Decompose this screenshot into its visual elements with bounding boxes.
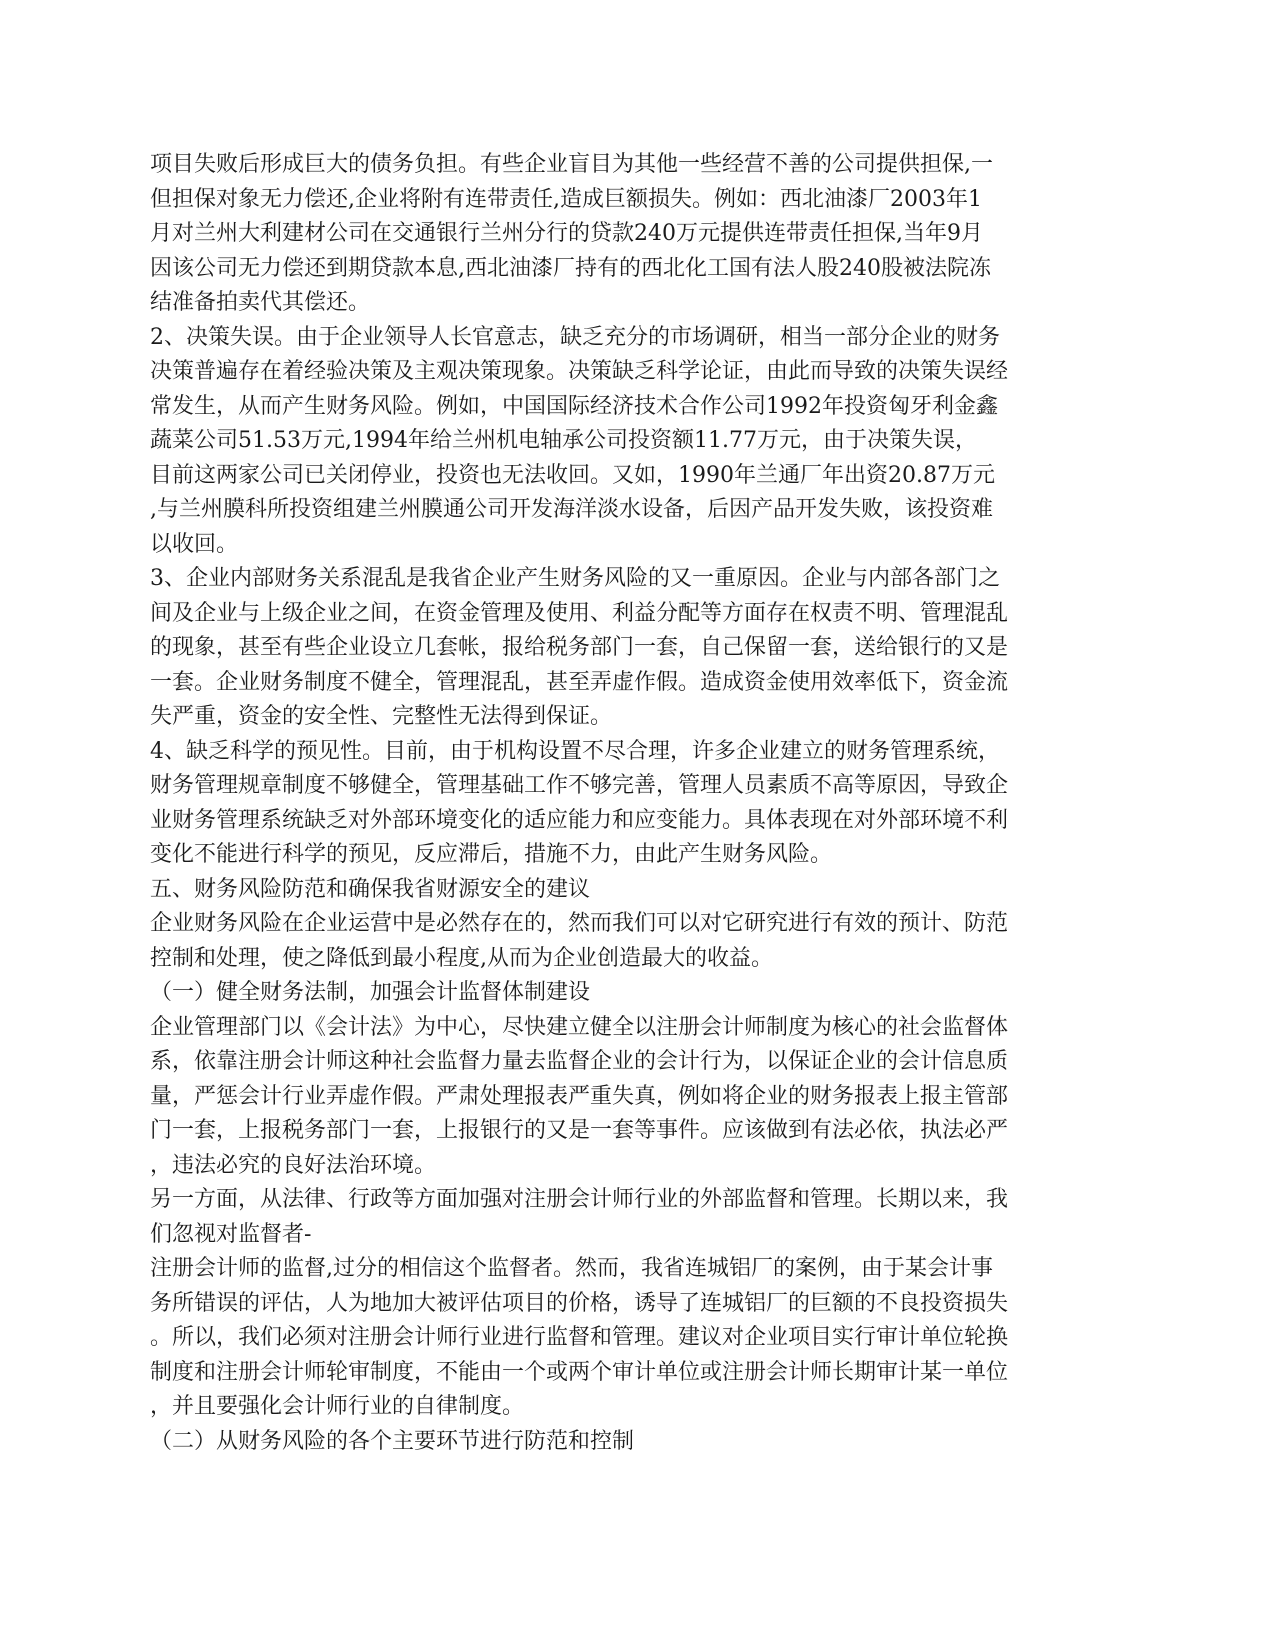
text-line: 务所错误的评估，人为地加大被评估项目的价格，诱导了连城铝厂的巨额的不良投资损失 [150, 1290, 1009, 1316]
text-line: 一套。企业财务制度不健全，管理混乱，甚至弄虚作假。造成资金使用效率低下，资金流 [150, 669, 1009, 695]
text-line: 蔬菜公司51.53万元,1994年给兰州机电轴承公司投资额11.77万元，由于决策失误， [150, 428, 977, 453]
text-line: 月对兰州大利建材公司在交通银行兰州分行的贷款240万元提供连带责任担保,当年9月 [150, 221, 983, 246]
text-line: 决策普遍存在着经验决策及主观决策现象。决策缺乏科学论证，由此而导致的决策失误经 [150, 359, 1009, 384]
text-line: 注册会计师的监督,过分的相信这个监督者。然而，我省连城铝厂的案例，由于某会计事 [150, 1256, 993, 1281]
text-line: 但担保对象无力偿还,企业将附有连带责任,造成巨额损失。例如：西北油漆厂2003年1 [150, 186, 982, 212]
text-line: 控制和处理，使之降低到最小程度,从而为企业创造最大的收益。 [150, 945, 773, 971]
text-line: 项目失败后形成巨大的债务负担。有些企业盲目为其他一些经营不善的公司提供担保,一 [150, 152, 993, 177]
text-line: 常发生，从而产生财务风险。例如，中国国际经济技术合作公司1992年投资匈牙利金鑫 [150, 393, 998, 419]
text-line: 另一方面，从法律、行政等方面加强对注册会计师行业的外部监督和管理。长期以来，我 [150, 1187, 1009, 1212]
text-line: ,与兰州膜科所投资组建兰州膜通公司开发海洋淡水设备，后因产品开发失败，该投资难 [150, 497, 993, 522]
text-line: 企业财务风险在企业运营中是必然存在的，然而我们可以对它研究进行有效的预计、防范 [150, 911, 1009, 936]
text-line: 财务管理规章制度不够健全，管理基础工作不够完善，管理人员素质不高等原因，导致企 [150, 773, 1009, 798]
text-line: 制度和注册会计师轮审制度，不能由一个或两个审计单位或注册会计师长期审计某一单位 [150, 1359, 1009, 1385]
text-line: 以收回。 [150, 531, 239, 557]
text-line: 门一套，上报税务部门一套，上报银行的又是一套等事件。应该做到有法必依，执法必严 [150, 1118, 1009, 1143]
text-line: 4、缺乏科学的预见性。目前，由于机构设置不尽合理，许多企业建立的财务管理系统， [150, 738, 1000, 764]
text-line: 变化不能进行科学的预见，反应滞后，措施不力，由此产生财务风险。 [150, 842, 833, 867]
text-line: ，并且要强化会计师行业的自律制度。 [150, 1394, 525, 1419]
section-heading: 五、财务风险防范和确保我省财源安全的建议 [150, 876, 591, 902]
text-line: 系，依靠注册会计师这种社会监督力量去监督企业的会计行为，以保证企业的会计信息质 [150, 1049, 1009, 1074]
text-line: 。所以，我们必须对注册会计师行业进行监督和管理。建议对企业项目实行审计单位轮换 [150, 1325, 1009, 1350]
subsection-heading: （一）健全财务法制，加强会计监督体制建设 [150, 980, 591, 1005]
text-line: 企业管理部门以《会计法》为中心，尽快建立健全以注册会计师制度为核心的社会监督体 [150, 1014, 1009, 1040]
text-line: 2、决策失误。由于企业领导人长官意志，缺乏充分的市场调研，相当一部分企业的财务 [150, 324, 1000, 350]
text-line: 们忽视对监督者- [150, 1221, 312, 1247]
text-line: 的现象，甚至有些企业设立几套帐，报给税务部门一套，自己保留一套，送给银行的又是 [150, 635, 1009, 660]
subsection-heading: （二）从财务风险的各个主要环节进行防范和控制 [150, 1428, 635, 1454]
text-line: 目前这两家公司已关闭停业，投资也无法收回。又如，1990年兰通厂年出资20.87万元 [150, 462, 995, 488]
text-line: 因该公司无力偿还到期贷款本息,西北油漆厂持有的西北化工国有法人股240股被法院冻 [150, 255, 991, 281]
body-text [150, 148, 1135, 1459]
text-line: 结准备拍卖代其偿还。 [150, 290, 371, 315]
text-line: 间及企业与上级企业之间，在资金管理及使用、利益分配等方面存在权责不明、管理混乱 [150, 600, 1009, 626]
text-line: 失严重，资金的安全性、完整性无法得到保证。 [150, 704, 613, 729]
text-line: 业财务管理系统缺乏对外部环境变化的适应能力和应变能力。具体表现在对外部环境不利 [150, 807, 1009, 833]
text-line: 量，严惩会计行业弄虚作假。严肃处理报表严重失真，例如将企业的财务报表上报主管部 [150, 1083, 1009, 1109]
text-line: ，违法必究的良好法治环境。 [150, 1152, 437, 1178]
text-line: 3、企业内部财务关系混乱是我省企业产生财务风险的又一重原因。企业与内部各部门之 [150, 566, 1000, 591]
